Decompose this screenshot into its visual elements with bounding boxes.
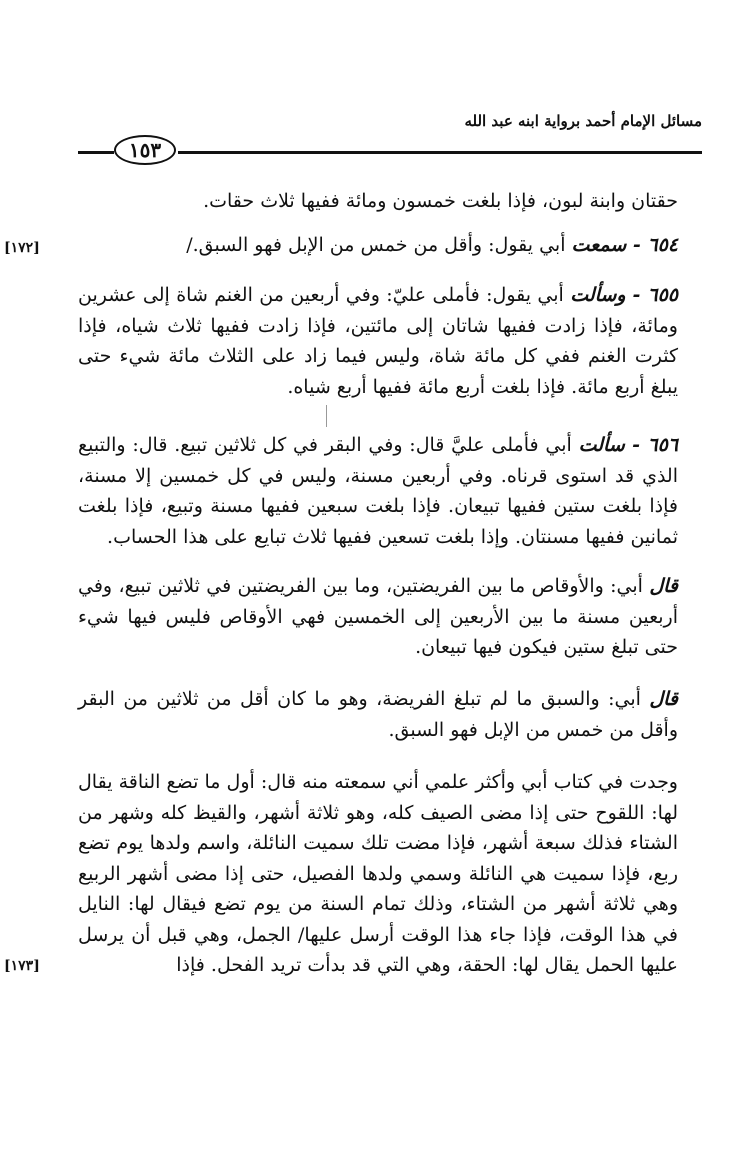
- header-rule-left: [78, 151, 114, 154]
- paragraph-655: [78, 280, 678, 402]
- entry-lead: ٦٥٤ - سمعت: [571, 234, 678, 256]
- margin-note-172: [١٧٢]: [4, 240, 40, 256]
- page-number: ١٥٣: [114, 135, 176, 165]
- header-rule-right: [178, 151, 702, 154]
- paragraph-654: [78, 230, 678, 261]
- paragraph-text: أبي يقول: فأملى عليّ: وفي أربعين من الغنم شاة إلى عشرين ومائة، فإذا زادت ففيها شاتان إلى مائتين، فإذا زادت ففيها ثلاث شياه، فإذا كثرت الغنم ففي كل مائة شاة، وليس فيما زاد على الثلاث مائة شيء حتى يبلغ أربع مائة. فإذا بلغت أربع مائة ففيها أربع شياه.: [78, 284, 678, 398]
- paragraph-text: أبي فأملى عليَّ قال: وفي البقر في كل ثلاثين تبيع. قال: والتبيع الذي قد استوى قرناه. وفي أربعين مسنة، وليس في كل خمسين إلا مسنة، فإذا بلغت ستين ففيها تبيعان. فإذا بلغت سبعين ففيها مسنة وتبيع، فإذا بلغت ثمانين ففيها مسنتان. وإذا بلغت تسعين ففيها ثلاث تبايع على هذا الحساب.: [78, 434, 678, 548]
- paragraph-656: [78, 430, 678, 552]
- paragraph-text: أبي: والأوقاص ما بين الفريضتين، وما بين الفريضتين في ثلاثين تبيع، وفي أربعين مسنة ما بين الأربعين إلى الخمسين فهي الأوقاص فليس فيها شيء حتى تبلغ ستين فيكون فيها تبيعان.: [78, 575, 678, 658]
- paragraph-naqa: [78, 767, 678, 981]
- paragraph-continuation: [78, 186, 678, 217]
- running-title: مسائل الإمام أحمد برواية ابنه عبد الله: [464, 112, 702, 130]
- entry-lead: قال: [649, 575, 678, 597]
- entry-lead: ٦٥٦ - سألت: [578, 434, 678, 456]
- stray-mark: [326, 405, 327, 427]
- entry-lead: قال: [649, 688, 678, 710]
- paragraph-awqas: [78, 571, 678, 663]
- paragraph-text: أبي يقول: وأقل من خمس من الإبل فهو السبق./: [186, 234, 572, 256]
- entry-lead: ٦٥٥ - وسألت: [570, 284, 678, 306]
- paragraph-text: وجدت في كتاب أبي وأكثر علمي أني سمعته منه قال: أول ما تضع الناقة يقال لها: اللقوح حتى إذا مضى الصيف كله، وهو ثلاثة أشهر، والقيظ كله وشهر من الشتاء فذلك سبعة أشهر، فإذا مضت تلك سميت النائلة، واسم ولدها يوم تضع ربع، فإذا سميت هي النائلة وسمي ولدها الفصيل، حتى إذا مضى أشهر الربيع وهي ثلاثة أشهر من الشتاء، وذلك تمام السنة من يوم تضع فيقال لها: النايل في هذا الوقت، فإذا جاء هذا الوقت أرسل عليها/ الجمل، وهي قبل أن يرسل عليها الحمل يقال لها: الحقة، وهي التي قد بدأت تريد الفحل. فإذا: [78, 771, 678, 976]
- paragraph-text: أبي: والسبق ما لم تبلغ الفريضة، وهو ما كان أقل من ثلاثين من البقر وأقل من خمس من الإبل فهو السبق.: [78, 688, 678, 741]
- paragraph-text: حقتان وابنة لبون، فإذا بلغت خمسون ومائة ففيها ثلاث حقات.: [203, 190, 678, 212]
- paragraph-sabaq: [78, 684, 678, 745]
- margin-note-173: [١٧٣]: [4, 958, 40, 974]
